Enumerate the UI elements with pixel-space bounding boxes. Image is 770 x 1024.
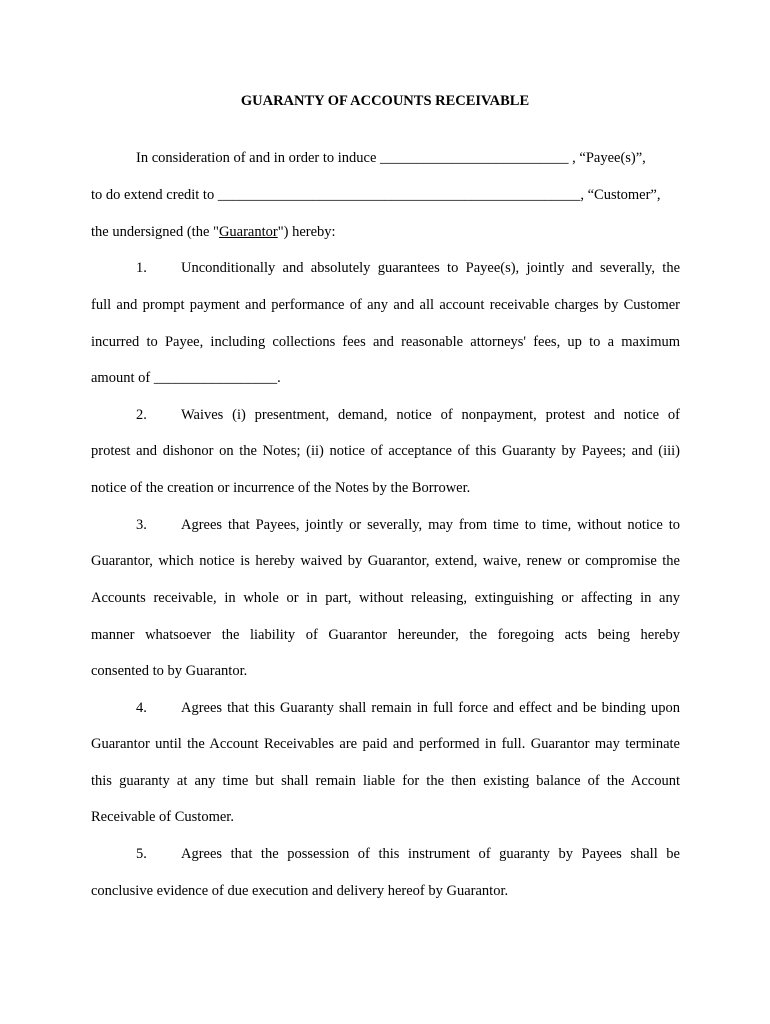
clause-2-line bbox=[136, 406, 680, 424]
clause-1-line bbox=[136, 259, 680, 277]
clause-1-line: full and prompt payment and performance of any and all account receivable charges by Customer bbox=[91, 297, 680, 313]
clause-text: Agrees that the possession of this instrument of guaranty by Payees shall be bbox=[181, 846, 680, 862]
clause-3-line: Guarantor, which notice is hereby waived by Guarantor, extend, waive, renew or compromise the bbox=[91, 553, 680, 569]
clause-1-line: incurred to Payee, including collections fees and reasonable attorneys' fees, up to a maximum bbox=[91, 334, 680, 350]
clause-number: 5. bbox=[136, 846, 147, 862]
clause-5-line bbox=[136, 845, 680, 863]
clause-5-line: conclusive evidence of due execution and delivery hereof by Guarantor. bbox=[91, 883, 509, 899]
clause-3-line: manner whatsoever the liability of Guarantor hereunder, the foregoing acts being hereby bbox=[91, 627, 680, 643]
customer-blank[interactable]: __________________________________________________ bbox=[217, 187, 581, 203]
intro-line-2 bbox=[91, 186, 680, 204]
clause-4-line: Receivable of Customer. bbox=[91, 809, 234, 825]
payee-blank[interactable]: __________________________ bbox=[380, 150, 569, 166]
clause-text: Waives (i) presentment, demand, notice of nonpayment, protest and notice of bbox=[181, 407, 680, 423]
intro-text: ") hereby: bbox=[277, 224, 336, 240]
guarantor-term: Guarantor bbox=[218, 224, 278, 240]
document-title: GUARANTY OF ACCOUNTS RECEIVABLE bbox=[240, 93, 530, 109]
clause-number: 3. bbox=[136, 517, 147, 533]
intro-text: the undersigned (the " bbox=[91, 224, 219, 240]
clause-number: 4. bbox=[136, 700, 147, 716]
clause-3-line: Accounts receivable, in whole or in part, without releasing, extinguishing or affecting in any bbox=[91, 590, 680, 606]
intro-text: , “Customer”, bbox=[580, 187, 661, 203]
clause-2-line: notice of the creation or incurrence of the Notes by the Borrower. bbox=[91, 480, 471, 496]
clause-2-line: protest and dishonor on the Notes; (ii) notice of acceptance of this Guaranty by Payees; and (iii) bbox=[91, 443, 680, 459]
clause-3-line: consented to by Guarantor. bbox=[91, 663, 248, 679]
clause-text: Agrees that this Guaranty shall remain in full force and effect and be binding upon bbox=[181, 700, 680, 716]
clause-4-line: this guaranty at any time but shall remain liable for the then existing balance of the Account bbox=[91, 773, 680, 789]
intro-text: to do extend credit to bbox=[91, 187, 215, 203]
clause-number: 1. bbox=[136, 260, 147, 276]
intro-text: In consideration of and in order to induce bbox=[136, 150, 377, 166]
clause-number: 2. bbox=[136, 407, 147, 423]
clause-4-line bbox=[136, 699, 680, 717]
intro-text: , “Payee(s)”, bbox=[572, 150, 646, 166]
clause-4-line: Guarantor until the Account Receivables are paid and performed in full. Guarantor may terminate bbox=[91, 736, 680, 752]
clause-3-line bbox=[136, 516, 680, 534]
intro-line-3 bbox=[91, 223, 680, 241]
clause-1-line: amount of _________________. bbox=[91, 370, 281, 386]
intro-line-1 bbox=[136, 149, 680, 167]
clause-text: Agrees that Payees, jointly or severally, may from time to time, without notice to bbox=[181, 517, 680, 533]
clause-text: Unconditionally and absolutely guarantees to Payee(s), jointly and severally, the bbox=[181, 260, 680, 276]
